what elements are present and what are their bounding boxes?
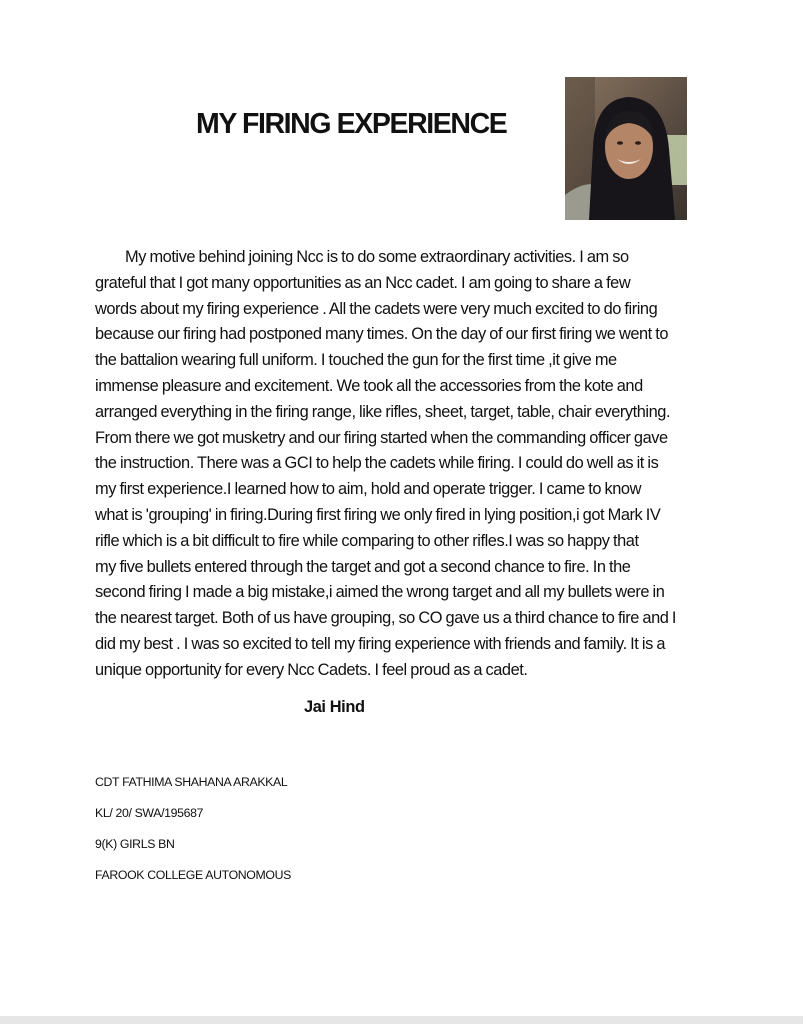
body-line: what is 'grouping' in firing.During first firing we only fired in lying position,i got Mark IV: [95, 505, 661, 524]
body-line: arranged everything in the firing range, like rifles, sheet, target, table, chair everything.: [95, 402, 671, 421]
body-line: my first experience.I learned how to aim, hold and operate trigger. I came to know: [95, 480, 641, 499]
signoff: Jai Hind: [304, 698, 365, 716]
body-line: the instruction. There was a GCI to help the cadets while firing. I could do well as it is: [95, 454, 659, 473]
body-line: second firing I made a big mistake,i aimed the wrong target and all my bullets were in: [95, 583, 665, 602]
cadet-photo: [565, 77, 687, 220]
body-line: my five bullets entered through the target and got a second chance to fire. In the: [95, 557, 631, 576]
cadet-college: FAROOK COLLEGE AUTONOMOUS: [95, 868, 292, 882]
bottom-edge-bar: [0, 1016, 803, 1024]
body-line: the battalion wearing full uniform. I touched the gun for the first time ,it give me: [95, 351, 617, 370]
body-line: From there we got musketry and our firing started when the commanding officer gave: [95, 428, 668, 447]
body-line: My motive behind joining Ncc is to do some extraordinary activities. I am so: [125, 248, 629, 266]
body-line: immense pleasure and excitement. We took all the accessories from the kote and: [95, 376, 643, 395]
portrait-image: [565, 77, 687, 220]
cadet-battalion: 9(K) GIRLS BN: [95, 837, 175, 851]
document-title: MY FIRING EXPERIENCE: [196, 108, 507, 140]
cadet-name: CDT FATHIMA SHAHANA ARAKKAL: [95, 775, 288, 789]
body-line: words about my firing experience . All the cadets were very much excited to do firing: [95, 299, 658, 318]
body-paragraph: [95, 245, 717, 684]
body-line: unique opportunity for every Ncc Cadets. I feel proud as a cadet.: [95, 660, 528, 679]
cadet-details: [95, 775, 291, 899]
body-line: grateful that I got many opportunities as an Ncc cadet. I am going to share a few: [95, 273, 631, 292]
body-line: because our firing had postponed many times. On the day of our first firing we went to: [95, 325, 669, 344]
cadet-regimental-number: KL/ 20/ SWA/195687: [95, 806, 204, 820]
body-line: rifle which is a bit difficult to fire while comparing to other rifles.I was so happy that: [95, 531, 639, 550]
body-line: did my best . I was so excited to tell my firing experience with friends and family. It is a: [95, 634, 665, 653]
body-line: the nearest target. Both of us have grouping, so CO gave us a third chance to fire and I: [95, 609, 677, 628]
